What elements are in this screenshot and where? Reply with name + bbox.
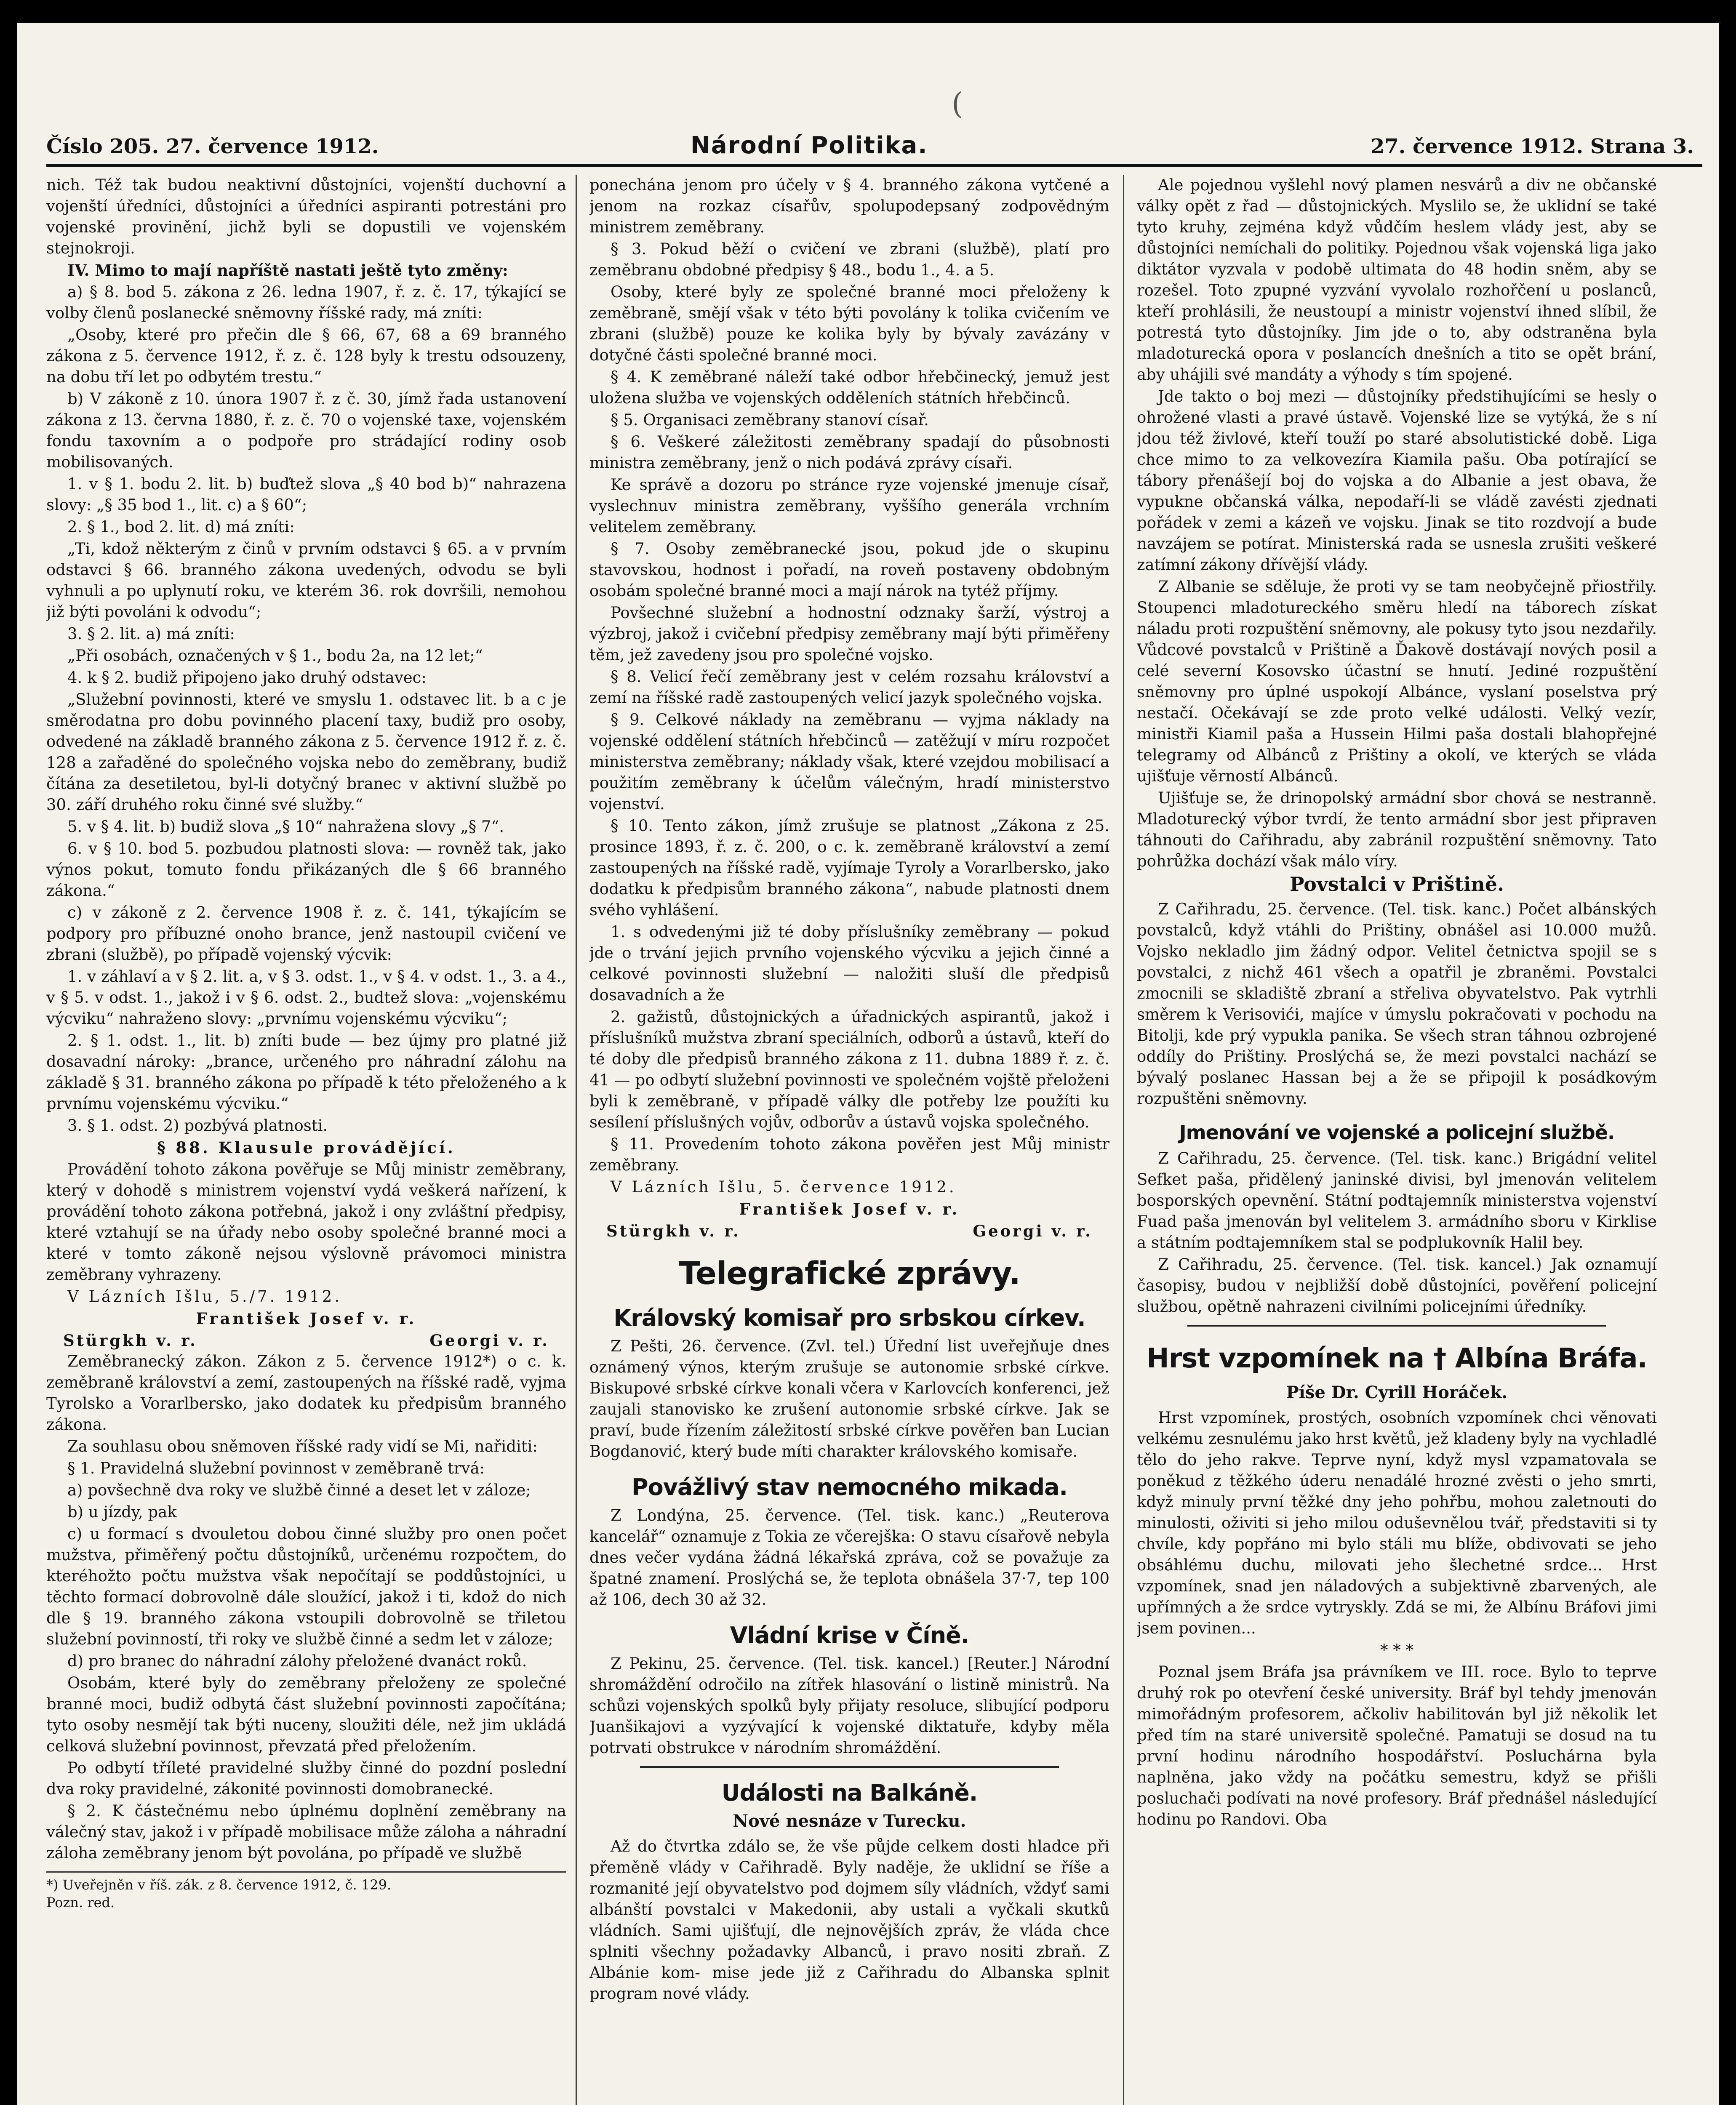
place-date: V Lázních Išlu, 5. července 1912. — [611, 1178, 957, 1196]
paragraph: „Při osobách, označených v § 1., bodu 2a, na 12 let;“ — [67, 647, 483, 665]
separator — [1187, 1325, 1606, 1327]
paragraph: 5. v § 4. lit. b) budiž slova „§ 10“ nahražena slovy „§ 7“. — [67, 818, 504, 836]
article-title: Jmenování ve vojenské a policejní službě. — [1179, 1121, 1615, 1144]
paragraph: Ale pojednou vyšlehl nový plamen nesvárů a div ne občanské války opět z řad — důstojnických. Myslilo se, že uklidní se také tyto kruhy, zejména když vůdčím heslem vlády jest, aby se důstojníci nemíchali do politiky. Pojednou však vojenská liga jako diktátor vyzvala v podobě ultimata do 48 hodin sněm, aby se rozešel. Toto zpupné vyzvání vyvolalo rozhořčení u poslanců, kteří prohlásili, že neustoupí a ministr vojenství ihned slíbil, že potrestá tyto důstojníky. Jim jde o to, aby odstraněna byla mladoturecká opora v poslancích dnešních a tito se opět brání, aby uhájili své mandáty a výhody s tím spojené. — [1137, 176, 1657, 384]
paragraph: § 6. Veškeré záležitosti zeměbrany spadají do působnosti ministra zeměbrany, jenž o nich podává zprávy císaři. — [589, 433, 1109, 472]
paragraph: 3. § 2. lit. a) má zníti: — [67, 625, 235, 643]
paragraph: Z Pešti, 26. července. (Zvl. tel.) Úřední list uveřejňuje dnes oznámený výnos, kterým zrušuje se autonomie srbské církve. Biskupové srbské církve konali včera v Karlovcích konferenci, jež zaujali stanovisko ke zrušení autonomie srbské církve. Jak se praví, bude řízením záležitostí srbské církve pověřen ban Lucian Bogdanović, který bude míti charakter královského komisaře. — [589, 1337, 1109, 1460]
column-divider-2 — [1123, 175, 1124, 2105]
paragraph: 3. § 1. odst. 2) pozbývá platnosti. — [67, 1116, 328, 1135]
footnote-text: *) Uveřejněn v říš. zák. z 8. července 1912, č. 129. — [46, 1877, 392, 1893]
article-title: Povstalci v Prištině. — [1289, 873, 1504, 895]
paragraph: Osobám, které byly do zeměbrany přeloženy ze společné branné moci, budiž odbytá část služební povinnosti započítána; tyto osoby nesmějí tak býti nuceny, sloužiti déle, než jim ukládá celková služební povinnost, převzatá před přeložením. — [46, 1674, 566, 1755]
paragraph: § 1. Pravidelná služební povinnost v zeměbraně trvá: — [67, 1459, 485, 1477]
separator — [640, 1766, 1059, 1768]
paragraph: c) u formací s dvouletou dobou činné služby pro onen počet mužstva, přiměřený počtu důstojníků, určenému rozpočtem, do kteréhožto počtu mužstva však nepočítají se poddůstojníci, u těchto formací dobrovolně dále sloužící, jakož i ti, kdož do nich dle § 19. branného zákona vstoupili dobrovolně se třiletou služební povinností, tři roky ve službě činné a sedm let v záloze; — [46, 1525, 566, 1648]
article-title: Královský komisař pro srbskou církev. — [613, 1305, 1085, 1331]
paragraph: 1. v § 1. bodu 2. lit. b) buďtež slova „§ 40 bod b)“ nahrazena slovy: „§ 35 bod 1., lit. c) a § 60“; — [46, 475, 566, 514]
paragraph: Za souhlasu obou sněmoven říšské rady vidí se Mi, nařiditi: — [67, 1437, 538, 1455]
column-3 — [1137, 175, 1657, 2105]
paragraph: b) V zákoně z 10. února 1907 ř. z č. 30, jímž řada ustanovení zákona z 13. června 1880, ř. z. č. 70 o vojenské taxe, vojenském fondu taxovním a o podpoře pro strádající rodiny osob mobilisovaných. — [46, 390, 566, 471]
paragraph: b) u jízdy, pak — [67, 1503, 177, 1521]
paragraph: Hrst vzpomínek, prostých, osobních vzpomínek chci věnovati velkému zesnulému jako hrst květů, jež kladeny byly na vychladlé tělo do jeho rakve. Teprve nyní, když mysl vzpamatovala se poněkud z těžkého úderu nenadálé hrozné zvěsti o jeho smrti, když minuly první těžké dny jeho pohřbu, mohou zaletnouti do minulosti, oživiti si jeho milou oduševnělou tvář, představiti si ty chvíle, kdy popřáno mi bylo stáli mu blíže, obdivovati se jeho obsáhlému duchu, milovati jeho šlechetné srdce... Hrst vzpomínek, snad jen náladových a subjektivně zbarvených, ale upřímných a že srdce vytryskly. Zdá se mi, že Albínu Bráfovi jimi jsem povinen... — [1137, 1409, 1657, 1637]
paragraph: nich. Též tak budou neaktivní důstojníci, vojenští duchovní a vojenští úředníci, důstojníci a úředníci aspiranti potrestáni pro vojenské provinění, jichž byli se dopustili ve vojenském stejnokroji. — [46, 176, 566, 257]
paragraph: § 11. Provedením tohoto zákona pověřen jest Můj ministr zeměbrany. — [589, 1135, 1109, 1174]
paragraph: Zeměbranecký zákon. Zákon z 5. července 1912*) o c. k. zeměbraně království a zemí, zastoupených na říšské radě, vyjma Tyrolsko a Vorarlbersko, jako dodatek ku předpisům branného zákona. — [46, 1352, 566, 1434]
article-title: Povážlivý stav nemocného mikada. — [632, 1474, 1067, 1500]
place-date: V Lázních Išlu, 5./7. 1912. — [67, 1287, 342, 1306]
margin-mark: ( — [952, 86, 963, 121]
paragraph: d) pro branec do náhradní zálohy přeložené dvanáct roků. — [67, 1652, 527, 1670]
paragraph: 2. gažistů, důstojnických a úřadnických aspirantů, jakož i příslušníků mužstva zbraní speciálních, odborů a ústavů, kteří do té doby dle předpisů branného zákona z 11. dubna 1889 ř. z. č. 41 — po odbytí služební povinnosti ve společném vojště přeloženi byli k zeměbraně, v případě války dle potřeby lze použíti ku sesílení příslušných vojův, odborův a ústavů vojska společného. — [589, 1008, 1109, 1131]
article-subtitle: Nové nesnáze v Turecku. — [733, 1811, 966, 1831]
paragraph: Z Albanie se sděluje, že proti vy se tam neobyčejně přiostřily. Stoupenci mladotureckého směru hledí na táborech získat náladu proti rozpuštění sněmovny, ale pokusy tyto jsou nezdařily. Vůdcové povstalců v Prištině a Ďakově dostávají nových posil a celé severní Kosovsko účastní se hnutí. Jediné rozpuštění sněmovny pro úplné uspokojí Albánce, vyslaní poselstva prý nestačí. Očekávají se zde proto velké události. Velký vezír, ministři Kiamil paša a Hussein Hilmi paša dostali blahopřejné telegramy od Albánců z Prištiny a okolí, ve kterých se vláda ujišťuje věrností Albánců. — [1137, 578, 1657, 785]
paragraph: 1. v záhlaví a v § 2. lit. a, v § 3. odst. 1., v § 4. v odst. 1., 3. a 4., v § 5. v odst. 1., jakož i v § 6. odst. 2., budtež slova: „vojenskému výcviku“ nahraženo slovy: „prvnímu vojenskému výcviku“; — [46, 967, 566, 1028]
paragraph: „Ti, kdož některým z činů v prvním odstavci § 65. a v prvním odstavci § 66. branného zákona uvedených, odvodu se byli vyhnuli a po uplynutí roku, ve kterém 36. rok dovršili, nemohou již býti povoláni k odvodu“; — [46, 540, 566, 621]
section-title: Události na Balkáně. — [721, 1780, 978, 1806]
signature: Georgi v. r. — [429, 1331, 549, 1350]
paragraph: Osoby, které byly ze společné branné moci přeloženy k zeměbraně, smějí však v této býti povolány k tolika cvičením ve zbrani (službě) pouze ke kolika byly by bývaly zavázány v dotyčné části společné branné moci. — [589, 283, 1109, 364]
paragraph: Provádění tohoto zákona pověřuje se Můj ministr zeměbrany, který v dohodě s ministrem vojenství vydá veškerá nařízení, k provádění tohoto zákona potřebná, jakož i ony zvláštní předpisy, které vztahují se na úřady nebo osoby společné branné moci a které v tomto zákoně nejsou výslovně právomoci ministra zeměbrany vyhrazeny. — [46, 1160, 566, 1284]
column-divider-1 — [576, 175, 577, 2105]
paragraph: Z Cařihradu, 25. července. (Tel. tisk. kanc.) Počet albánských povstalců, když vtáhli do Prištiny, obnášel asi 10.000 mužů. Vojsko nekladlo jim žádný odpor. Velitel četnictva spojil se s povstalci, z nichž 461 všech a opatřil je zbraněmi. Povstalci zmocnili se skladiště zbraní a střeliva obyvatelstvo. Pak vytrhli směrem k Verisovići, majíce v úmyslu pokračovati v pochodu na Bitolji, kde prý vypukla panika. Se všech stran táhnou ozbrojené oddíly do Prištiny. Proslýchá se, že mezi povstalci nachází se bývalý poslanec Hassan bej a že se připojil k posádkovým rozpuštěni sněmovny. — [1137, 900, 1657, 1108]
header-rule — [46, 164, 1702, 167]
paragraph: § 4. K zeměbrané náleží také odbor hřebčinecký, jemuž jest uložena služba ve vojenských odděleních státních hřebčinců. — [589, 368, 1109, 407]
signature: Georgi v. r. — [973, 1222, 1093, 1240]
paragraph: a) povšechně dva roky ve službě činné a deset let v záloze; — [67, 1481, 531, 1499]
paragraph: § 7. Osoby zeměbranecké jsou, pokud jde o skupinu stavovskou, hodnost i pořadí, na roveň postaveny obdobným osobám společné branné moci a mají nárok na tytéž příjmy. — [589, 540, 1109, 600]
paragraph: § 2. K částečnému nebo úplnému doplnění zeměbrany na válečný stav, jakož i v případě mobilisace může záloha a náhradní záloha zeměbrany jenom být povolána, po případě ve službě — [46, 1802, 566, 1862]
paragraph: a) § 8. bod 5. zákona z 26. ledna 1907, ř. z. č. 17, týkající se volby členů poslanecké sněmovny říšské rady, má zníti: — [46, 283, 566, 322]
paragraph: Povšechné služební a hodnostní odznaky šarží, výstroj a výzbroj, jakož i cvičební předpisy zeměbrany mají býti přiměřeny těm, jež zavedeny jsou pro společné vojsko. — [589, 604, 1109, 664]
signature-row — [589, 1220, 1109, 1242]
paragraph: § 3. Pokud běží o cvičení ve zbrani (službě), platí pro zeměbranu obdobné předpisy § 48., bodu 1., 4. a 5. — [589, 240, 1109, 279]
paragraph: Po odbytí tříleté pravidelné služby činné do pozdní poslední dva roky pravidelné, zákonité povinnosti domobranecké. — [46, 1759, 566, 1798]
newspaper-page — [17, 23, 1719, 2105]
paragraph: Z Pekinu, 25. července. (Tel. tisk. kancel.) [Reuter.] Národní shromáždění odročilo na zítřek hlasování o listině ministrů. Na schůzi vojenských spolků byly přijaty resoluce, slibující podporu Juanšikajovi a vyzývající k vojenské diktatuře, kdyby měla potrvati obstrukce v národním shromáždění. — [589, 1655, 1109, 1757]
section-title: Telegrafické zprávy. — [679, 1255, 1020, 1292]
paragraph: 4. k § 2. budiž připojeno jako druhý odstavec: — [67, 669, 427, 687]
paragraph: § 10. Tento zákon, jímž zrušuje se platnost „Zákona z 25. prosince 1893, ř. z. č. 200, o c. k. zeměbraně království a zemí zastoupených na říšské radě, vyjímaje Tyroly a Vorarlbersko, jako dodatku k předpisům branného zákona“, nabude platnosti dnem svého vyhlášení. — [589, 817, 1109, 919]
paragraph: § 5. Organisaci zeměbrany stanoví císař. — [611, 411, 929, 429]
paragraph: IV. Mimo to mají napříště nastati ještě tyto změny: — [67, 261, 508, 280]
paragraph: Jde takto o boj mezi — důstojníky předstihujícími se hesly o ohrožené vlasti a pravé ústavě. Vojenské lize se vytýká, že s ní jdou též živlové, kteří touží po staré absolutistické době. Liga chce mimo to za velkovezíra Kiamila pašu. Oba potírající se tábory přenášejí boj do vojska a do Albanie a jest obava, že vypukne občanská válka, nepodaří-li se vládě zavésti zjednati pořádek v zemi a kázeň ve vojsku. Jinak se tito rozdvojí a bude navzájem se potírat. Ministerská rada se usnesla zrušiti veškeré zatímní zákony dřívější vlády. — [1137, 387, 1657, 574]
article-title: Vládní krise v Číně. — [730, 1622, 969, 1649]
article-title: Hrst vzpomínek na † Albína Bráfa. — [1147, 1343, 1647, 1374]
paragraph: 2. § 1., bod 2. lit. d) má zníti: — [67, 518, 295, 536]
header-issue: Číslo 205. 27. července 1912. — [46, 135, 379, 158]
paragraph: „Osoby, které pro přečin dle § 66, 67, 68 a 69 branného zákona z 5. července 1912, ř. z. č. 128 byly k trestu odsouzeny, na dobu tří let po odbytém trestu.“ — [46, 326, 566, 386]
paragraph: c) v zákoně z 2. července 1908 ř. z. č. 141, týkajícím se podpory pro příbuzné onoho brance, jenž nastoupil cvičení ve zbrani (službě), po případě vojenský výcvik: — [46, 903, 566, 964]
signature: František Josef v. r. — [196, 1309, 417, 1328]
section-break: * * * — [1380, 1641, 1414, 1659]
paragraph: 2. § 1. odst. 1., lit. b) zníti bude — bez újmy pro platné již dosavadní nároky: „brance, určeného pro náhradní zálohu na základě § 31. branného zákona po případě k této přeloženého a k prvnímu vojenskému výcviku.“ — [46, 1031, 566, 1113]
paragraph: § 8. Velicí řečí zeměbrany jest v celém rozsahu království a zemí na říšské radě zastoupených velicí jazyk společného vojska. — [589, 668, 1109, 707]
paragraph: Až do čtvrtka zdálo se, že vše půjde celkem dosti hladce při přeměně vlády v Cařihradě. Byly naděje, že uklidní se říše a rozmanité její obyvatelstvo pod dojmem síly vládních, vždyť sami albánští povstalci v Makedonii, aby ustali a vyčkali skutků vládních. Sami ujišťují, dle nejnovějších zpráv, že vláda chce splniti všechny požadavky Albanců, i pravo nositi zbraň. Z Albánie kom- mise jede již z Cařihradu do Albanska splnit program nové vlády. — [589, 1837, 1109, 2003]
header-date-page: 27. července 1912. Strana 3. — [1370, 135, 1694, 158]
paragraph: Z Londýna, 25. července. (Tel. tisk. kanc.) „Reuterova kancelář“ oznamuje z Tokia ze včerejška: O stavu císařově nebyla dnes večer vydána žádná lékařská zpráva, což se považuje za špatné znamení. Proslýchá se, že teplota obnášela 37·7, tep 100 až 106, dech 30 až 32. — [589, 1506, 1109, 1609]
paragraph: § 9. Celkové náklady na zeměbranu — vyjma náklady na vojenské oddělení státních hřebčinců — zatěžují v míru rozpočet ministerstva zeměbrany; náklady však, které vzejdou mobilisací a použitím zeměbrany k účelům válečným, hradí ministerstvo vojenství. — [589, 711, 1109, 813]
section-heading: § 88. Klausule provádějící. — [157, 1138, 456, 1157]
signature: Stürgkh v. r. — [606, 1222, 741, 1240]
paragraph: 6. v § 10. bod 5. pozbudou platnosti slova: — rovněž tak, jako výnos pokut, tomuto fondu přikázaných dle § 66 branného zákona.“ — [46, 839, 566, 900]
signature: Stürgkh v. r. — [63, 1331, 198, 1350]
signature-row — [46, 1330, 566, 1351]
signature: František Josef v. r. — [739, 1200, 960, 1218]
header-masthead: Národní Politika. — [691, 132, 928, 159]
column-2 — [589, 175, 1109, 2105]
paragraph: „Služební povinnosti, které ve smyslu 1. odstavec lit. b a c je směrodatna pro dobu povinného placení taxy, budiž pro osoby, odvedené na základě branného zákona z 5. července 1912 ř. z. č. 128 a zařaděné do společného vojska nebo do zeměbrany, budiž čítána za desetiletou, byl-li dotyčný branec v aktivní službě po 30. září druhého roku činné své služby.“ — [46, 690, 566, 814]
paragraph: ponechána jenom pro účely v § 4. branného zákona vytčené a jenom na rozkaz císařův, spolupodepsaný zodpovědným ministrem zeměbrany. — [589, 176, 1109, 236]
paragraph: Poznal jsem Bráfa jsa právníkem ve III. roce. Bylo to teprve druhý rok po otevření české university. Bráf byl tehdy jmenován mimořádným profesorem, ačkoliv habilitován byl již několik let před tím na staré universitě společné. Pamatuji se dosud na tu první hodinu národního hospodářství. Posluchárna byla naplněna, jako vždy na počátku semestru, když se přišli posluchači podívati na nové profesory. Bráf přednášel následující hodinu po Randovi. Oba — [1137, 1663, 1657, 1828]
paragraph: 1. s odvedenými již té doby příslušníky zeměbrany — pokud jde o trvání jejich prvního vojenského výcviku a jejich činné a celkové povinnosti služební — naložiti sluší dle předpisů dosavadních a že — [589, 923, 1109, 1004]
footnote — [46, 1871, 566, 1911]
paragraph: Z Cařihradu, 25. července. (Tel. tisk. kanc.) Brigádní velitel Sefket paša, přidělený janinské divisi, byl jmenován velitelem bosporských opevnění. Státní podtajemník ministerstva vojenství Fuad paša jmenován byl velitelem 3. armádního sboru v Kirklise a státním podtajemníkem stal se podplukovník Halil bey. — [1137, 1149, 1657, 1252]
paragraph: Ke správě a dozoru po stránce ryze vojenské jmenuje císař, vyslechnuv ministra zeměbrany, vyššího generála vrchním velitelem zeměbrany. — [589, 476, 1109, 536]
paragraph: Ujišťuje se, že drinopolský armádní sbor chová se nestranně. Mladoturecký výbor tvrdí, že tento armádní sbor jest připraven táhnouti do Cařihradu, aby zabránil rozpuštění sněmovny. Tato pohrůžka dochází však málo víry. — [1137, 789, 1657, 870]
footnote-credit: Pozn. red. — [46, 1894, 115, 1910]
article-byline: Píše Dr. Cyrill Horáček. — [1286, 1383, 1508, 1402]
column-1 — [46, 175, 566, 2105]
paragraph: Z Cařihradu, 25. července. (Tel. tisk. kancel.) Jak oznamují časopisy, budou v nejbližší době důstojníci, pověření policejní službou, opětně nahrazeni civilními policejními úředníky. — [1137, 1255, 1657, 1316]
